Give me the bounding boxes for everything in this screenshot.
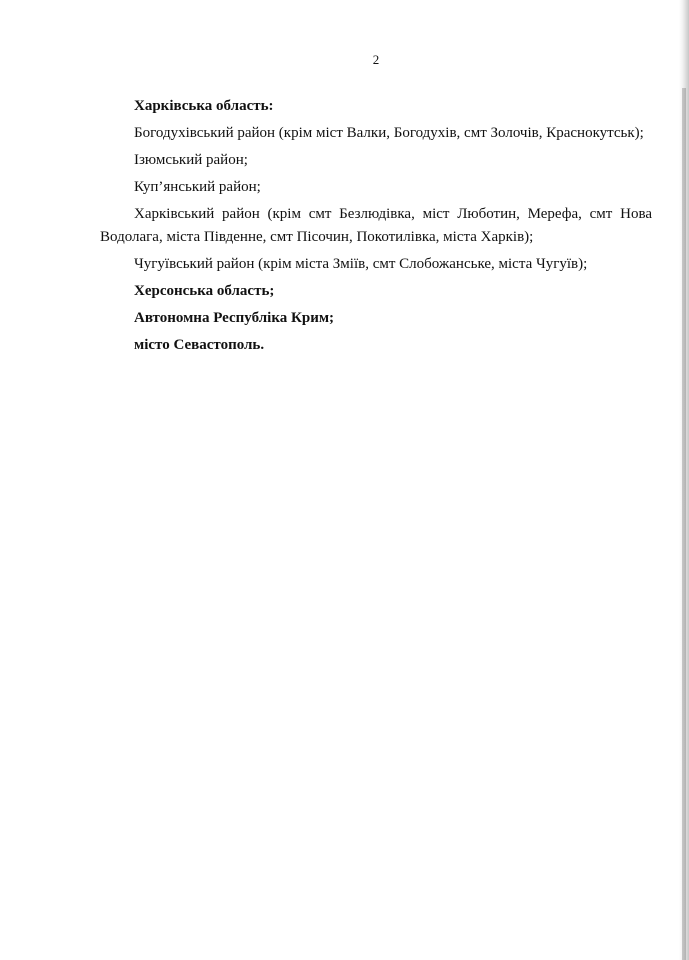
region-crimea: Автономна Республіка Крим; [134,310,335,326]
district-izium: Ізюмський район; [134,152,248,168]
region-heading-kharkiv: Харківська область: [134,98,274,114]
district-kupiansk: Куп’янський район; [134,179,261,195]
city-sevastopol: місто Севастополь. [134,337,265,353]
page-number: 2 [372,52,380,67]
document-body [100,95,652,361]
region-kherson: Херсонська область; [134,283,275,299]
district-chuhuiv: Чугуївський район (крім міста Зміїв, смт Слобожанське, міста Чугуїв); [134,256,588,272]
district-bohodukhiv: Богодухівський район (крім міст Валки, Богодухів, смт Золочів, Краснокутськ); [134,125,644,141]
district-kharkiv: Харківський район (крім смт Безлюдівка, міст Люботин, Мерефа, смт Нова Водолага, міста Південне, смт Пісочин, Покотилівка, міста Харків); [100,206,652,245]
page-edge-shadow [679,0,689,960]
